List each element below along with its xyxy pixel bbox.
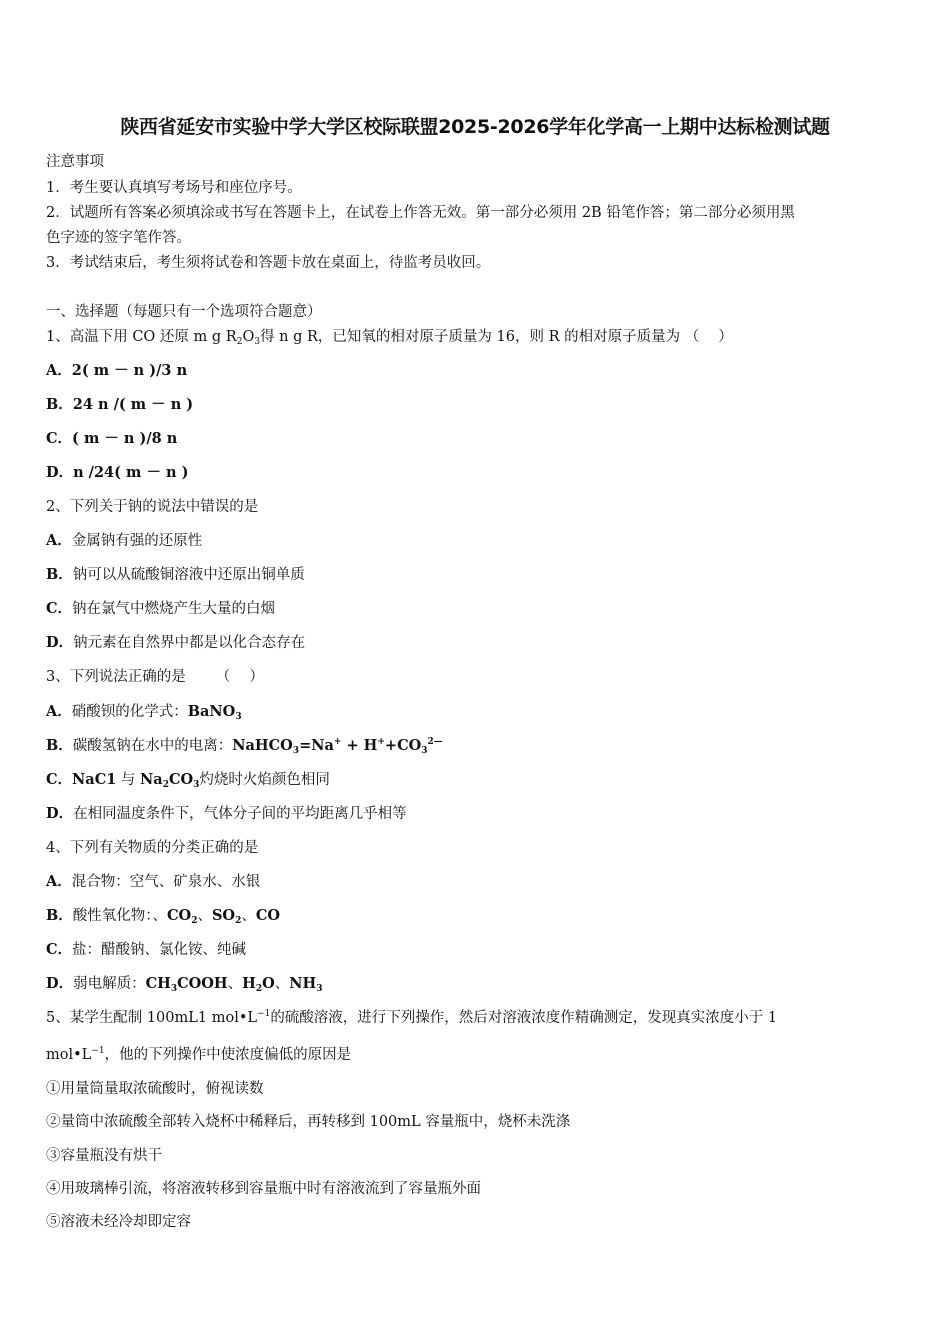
question-5-item: ①用量筒量取浓硫酸时，俯视读数 xyxy=(46,1081,264,1097)
notes-item: 1．考生要认真填写考场号和座位序号。 xyxy=(46,180,302,196)
question-2-option-a: A．金属钠有强的还原性 xyxy=(46,532,203,549)
question-5-item: ②量筒中浓硫酸全部转入烧杯中稀释后，再转移到 100mL 容量瓶中，烧杯未洗涤 xyxy=(46,1114,571,1130)
question-5-stem: 5、某学生配制 100mL1 $mol•L^{-1}$的硫酸溶液，进行下列操作，然后对溶液浓度作精确测定，发现真实浓度小于 1 xyxy=(46,1009,778,1026)
question-1-option-a: A．2( m － n )/3 n xyxy=(46,362,188,379)
question-2-stem: 2、下列关于钠的说法中错误的是 xyxy=(46,499,259,515)
question-4-option-a: A．混合物：空气、矿泉水、水银 xyxy=(46,873,261,890)
question-4-option-b: B．酸性氧化物：、$CO_2$、$SO_2$、CO xyxy=(46,907,280,926)
question-5-stem-cont: $mol•L^{-1}$，他的下列操作中使浓度偏低的原因是 xyxy=(46,1046,352,1063)
question-3-option-d: D．在相同温度条件下，气体分子间的平均距离几乎相等 xyxy=(46,805,407,822)
question-1-option-c: C．( m － n )/8 n xyxy=(46,430,178,447)
question-4-stem: 4、下列有关物质的分类正确的是 xyxy=(46,840,259,856)
notes-heading: 注意事项 xyxy=(46,154,104,170)
question-5-item: ④用玻璃棒引流，将溶液转移到容量瓶中时有溶液流到了容量瓶外面 xyxy=(46,1181,481,1197)
question-3-option-c: C．NaC1 与 $Na_2CO_3$灼烧时火焰颜色相同 xyxy=(46,771,330,790)
question-3-option-b: B．碳酸氢钠在水中的电离：NaHCO$_3$=Na+ + $H^++CO_3^{2—}$ xyxy=(46,737,443,756)
question-1-option-d: D．n /24( m － n ) xyxy=(46,464,189,481)
question-3-stem: 3、下列说法正确的是 （ ） xyxy=(46,669,264,685)
question-4-option-c: C．盐：醋酸钠、氯化铵、纯碱 xyxy=(46,941,247,958)
notes-item: 色字迹的签字笔作答。 xyxy=(46,230,191,246)
question-3-option-a: A．硝酸钡的化学式：BaNO$_3$ xyxy=(46,703,242,722)
document-title: 陕西省延安市实验中学大学区校际联盟2025-2026学年化学高一上期中达标检测试题 xyxy=(120,116,830,138)
section-heading: 一、选择题（每题只有一个选项符合题意） xyxy=(46,304,322,320)
question-2-option-d: D．钠元素在自然界中都是以化合态存在 xyxy=(46,634,306,651)
question-5-item: ③容量瓶没有烘干 xyxy=(46,1148,162,1164)
question-5-item: ⑤溶液未经冷却即定容 xyxy=(46,1214,191,1230)
question-4-option-d: D．弱电解质：$CH_3COOH$、$H_2O$、$NH_3$ xyxy=(46,975,323,994)
question-2-option-b: B．钠可以从硫酸铜溶液中还原出铜单质 xyxy=(46,566,305,583)
question-1-option-b: B．24 n /( m － n ) xyxy=(46,396,194,413)
question-1-stem: 1、高温下用 CO 还原 m g $R_2O_3$得 n g R，已知氧的相对原子质量为 16，则 R 的相对原子质量为 （ ） xyxy=(46,329,733,347)
notes-item: 2．试题所有答案必须填涂或书写在答题卡上，在试卷上作答无效。第一部分必须用 2B 铅笔作答；第二部分必须用黑 xyxy=(46,205,795,221)
notes-item: 3．考试结束后，考生须将试卷和答题卡放在桌面上，待监考员收回。 xyxy=(46,255,491,271)
question-2-option-c: C．钠在氯气中燃烧产生大量的白烟 xyxy=(46,600,276,617)
